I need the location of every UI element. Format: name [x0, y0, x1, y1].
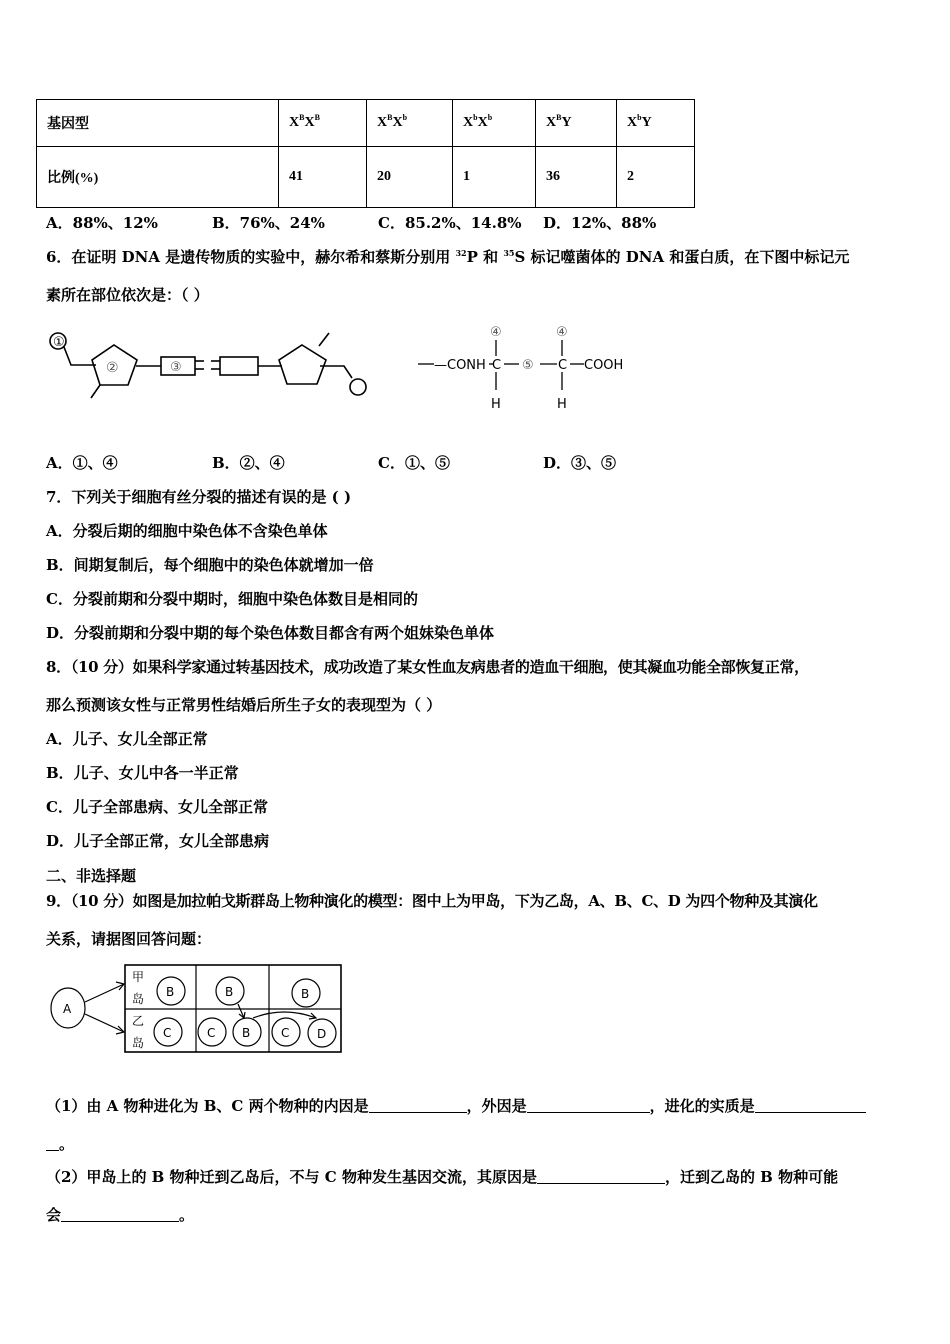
dna-nucleotide-figure [44, 326, 374, 406]
q9-sub1-line2: 。 [46, 1133, 74, 1154]
q8-stem-line2: 那么预测该女性与正常男性结婚后所生子女的表现型为（ ） [46, 696, 442, 714]
label-3: ③ [170, 360, 182, 375]
q6-option-b: B．②、④ [212, 454, 285, 472]
species-c-1: C [163, 1026, 172, 1040]
q9-stem-line1: 9．（10 分）如图是加拉帕戈斯群岛上物种演化的模型：图中上为甲岛，下为乙岛，A、B、C、D 为四个物种及其演化 [46, 892, 818, 910]
q8-option-d: D．儿子全部正常，女儿全部患病 [46, 832, 270, 850]
species-d: D [317, 1027, 327, 1041]
q6-option-a: A．①、④ [46, 454, 118, 472]
answer-blank-2[interactable] [527, 1098, 650, 1113]
label-5: ⑤ [522, 358, 534, 373]
q9-stem-line2: 关系，请据图回答问题： [46, 930, 212, 948]
island-jia-1: 甲 [132, 970, 145, 984]
carbon-2: C [558, 358, 568, 373]
species-b-4: B [301, 987, 310, 1001]
label-4-right: ④ [556, 325, 568, 340]
answer-blank-3[interactable] [755, 1098, 866, 1113]
q7-option-a: A．分裂后期的细胞中染色体不含染色单体 [46, 522, 328, 540]
species-c-3: C [281, 1026, 290, 1040]
q9-sub1-line1: （1）由 A 物种进化为 B、C 两个物种的内因是 ，外因是 ，进化的实质是 [46, 1095, 866, 1116]
island-evolution-figure [44, 958, 348, 1060]
table-header-cell: $X^bY$ [617, 100, 695, 147]
table-header-row [37, 100, 695, 147]
table-row [37, 147, 695, 208]
q7-option-b: B．间期复制后，每个细胞中的染色体就增加一倍 [46, 556, 374, 574]
answer-blank-5[interactable] [61, 1207, 179, 1222]
q9-sub2-line1: （2）甲岛上的 B 物种迁到乙岛后，不与 C 物种发生基因交流，其原因是 ，迁到乙岛的 B 物种可能 [46, 1168, 839, 1186]
table-header-cell: $X^bX^b$ [453, 100, 536, 147]
q5-option-c: C．85.2%、14.8% [378, 214, 522, 232]
table-cell: 20 [367, 147, 453, 208]
q5-option-a: A．88%、12% [46, 214, 158, 232]
genotype-table [36, 99, 695, 208]
q9-sub2-line2: 会 。 [46, 1206, 195, 1224]
q5-option-b: B．76%、24% [212, 214, 325, 232]
label-4-left: ④ [490, 325, 502, 340]
table-cell: 41 [279, 147, 367, 208]
label-2: ② [106, 360, 119, 376]
hydrogen-2: H [557, 397, 567, 412]
q6-stem-line1: 6．在证明 DNA 是遗传物质的实验中，赫尔希和蔡斯分别用 $^{32}$P 和 $^{35}$S 标记噬菌体的 DNA 和蛋白质，在下图中标记元 [46, 248, 850, 266]
species-b-3: B [242, 1026, 251, 1040]
table-header-cell: $X^BX^B$ [279, 100, 367, 147]
label-1: ① [53, 335, 65, 350]
table-cell: 36 [536, 147, 617, 208]
table-header-cell: 基因型 [37, 100, 279, 147]
answer-blank-4[interactable] [537, 1169, 665, 1184]
cooh-text: COOH [584, 358, 624, 373]
q6-option-d: D．③、⑤ [543, 454, 617, 472]
answer-blank-1[interactable] [369, 1098, 467, 1113]
carbon-1: C [492, 358, 502, 373]
q8-option-b: B．儿子、女儿中各一半正常 [46, 764, 239, 782]
conh-text: —CONH [434, 358, 486, 373]
q5-option-d: D．12%、88% [543, 214, 657, 232]
table-header-cell: $X^BX^b$ [367, 100, 453, 147]
q7-option-d: D．分裂前期和分裂中期的每个染色体数目都含有两个姐妹染色单体 [46, 624, 495, 642]
table-cell: 比例(%) [37, 147, 279, 208]
q7-stem: 7．下列关于细胞有丝分裂的描述有误的是 ( ) [46, 488, 352, 506]
island-yi-1: 乙 [132, 1014, 145, 1028]
species-b-2: B [225, 985, 234, 999]
hydrogen-1: H [491, 397, 501, 412]
q7-option-c: C．分裂前期和分裂中期时，细胞中染色体数目是相同的 [46, 590, 418, 608]
amino-acid-figure [414, 318, 634, 418]
q8-option-c: C．儿子全部患病、女儿全部正常 [46, 798, 268, 816]
species-c-2: C [207, 1026, 216, 1040]
species-b-1: B [166, 985, 175, 999]
island-jia-2: 岛 [132, 992, 145, 1006]
table-cell: 1 [453, 147, 536, 208]
species-a: A [63, 1002, 72, 1016]
section-title: 二、非选择题 [46, 867, 137, 885]
table-header-cell: $X^BY$ [536, 100, 617, 147]
q6-option-c: C．①、⑤ [378, 454, 450, 472]
q6-stem-line2: 素所在部位依次是：（ ） [46, 286, 209, 304]
island-yi-2: 岛 [132, 1036, 145, 1050]
q8-option-a: A．儿子、女儿全部正常 [46, 730, 208, 748]
answer-blank-3-cont[interactable] [46, 1136, 59, 1151]
table-cell: 2 [617, 147, 695, 208]
q8-stem-line1: 8．（10 分）如果科学家通过转基因技术，成功改造了某女性血友病患者的造血干细胞，使其凝血功能全部恢复正常， [46, 658, 809, 676]
